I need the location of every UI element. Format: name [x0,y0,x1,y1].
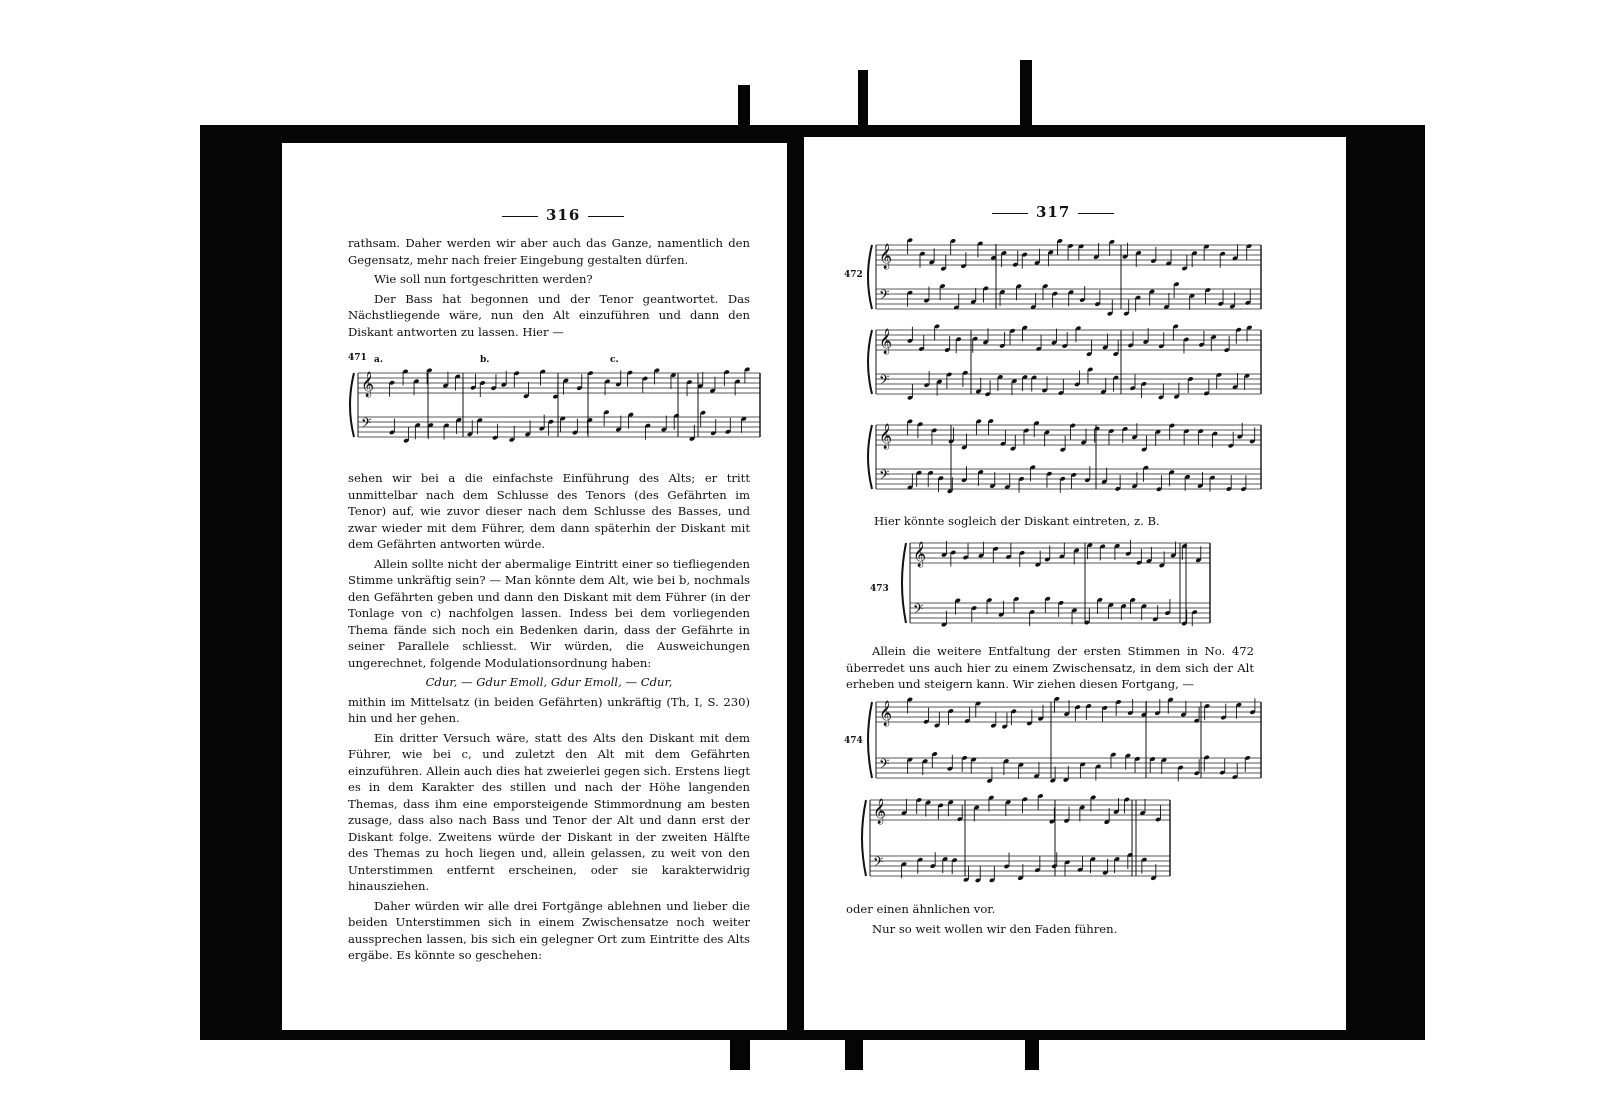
page-number: 316 [494,206,632,224]
example-number: 473 [870,584,889,594]
paragraph: oder einen ähnlichen vor. [846,902,996,916]
staff-brace [868,245,872,309]
bass-clef-icon: 𝄢 [879,287,890,306]
paragraph: Wie soll nun fortgeschritten werden? [374,272,593,286]
page-number: 317 [984,203,1122,221]
music-example-474-system-1 [862,694,1252,786]
staff-brace [868,330,872,394]
paragraph: Hier könnte sogleich der Diskant eintreten, z. B. [874,514,1160,528]
paragraph: Daher würden wir alle drei Fortgänge ablehnen und lieber die beiden Unterstimmen sich in einem Zwischensatze noch weiter aussprechen lassen, bis sich ein gelegner Ort zum Eintritte des Alts ergäbe. Es könnte so geschehen: [348,898,750,962]
bass-clef-icon: 𝄢 [879,756,890,775]
treble-clef-icon: 𝄞 [879,701,893,726]
staff-brace [902,543,906,623]
music-example-472-system-2 [862,322,1252,402]
paragraph: Allein sollte nicht der abermalige Eintritt einer so tiefliegenden Stimme unkräftig sein? — Man könnte dem Alt, wie bei b, nochmals den Gefährten geben und dann den Diskant mit dem Führer (in der Tonlage von c) nachfolgen lassen. Indess bei dem vorliegenden Thema fände sich noch ein Bedenken darin, dass der Gefährte in seiner Parallele schliesst. Wir würden, die Ausweichungen ungerechnet, folgende Modulationsordnung haben: [348,556,750,670]
modulation-order: Cdur, — Gdur Emoll, Gdur Emoll, — Cdur, [425,675,673,689]
bass-clef-icon: 𝄢 [873,854,884,873]
paragraph: Allein die weitere Entfaltung der ersten Stimmen in No. 472 überredet uns auch hier zu einem Zwischensatz, in dem sich der Alt erheben und steigern kann. Wir ziehen diesen Fortgang, — [846,644,1254,691]
music-example-471 [344,365,754,445]
example-number: 474 [844,736,863,746]
paragraph: Der Bass hat begonnen und der Tenor geantwortet. Das Nächstliegende wäre, nun den Alt einzuführen und dann den Diskant antworten zu lassen. Hier — [348,291,750,339]
paragraph: sehen wir bei a die einfachste Einführung des Alts; er tritt unmittelbar nach dem Schlusse des Tenors (des Gefährten im Tenor) auf, wie zuvor dieser nach dem Schlusse des Basses, und zwar wieder mit dem Führer, dem dann späterhin der Diskant mit dem Gefährten antworten würde. [348,471,750,551]
music-example-474-system-2 [856,792,1166,884]
page-marker-tab [1025,1030,1039,1070]
paragraph: mithin im Mittelsatz (in beiden Gefährten) unkräftig (Th, I, S. 230) hin und her gehen. [348,694,750,725]
bass-clef-icon: 𝄢 [913,601,924,620]
bass-clef-icon: 𝄢 [361,415,372,434]
bass-clef-icon: 𝄢 [879,372,890,391]
staff-brace [862,800,866,876]
text-block-end [846,901,1254,940]
text-block-top [348,235,750,343]
music-example-473 [896,535,1206,631]
example-number: 471 [348,353,367,363]
example-label-b: b. [480,355,490,365]
example-number: 472 [844,270,863,280]
text-block-middle [846,643,1254,696]
text-line [874,513,1294,533]
example-label-c: c. [610,355,619,365]
page-marker-tab [845,1030,863,1070]
left-page [282,143,787,1030]
text-block-bottom [348,470,750,967]
treble-clef-icon: 𝄞 [913,542,927,567]
treble-clef-icon: 𝄞 [873,799,887,824]
page-marker-tab [738,85,750,135]
staff-brace [868,702,872,778]
music-example-472-system-1 [862,237,1252,317]
paragraph: rathsam. Daher werden wir aber auch das Ganze, namentlich den Gegensatz, mehr nach freier Eingebung gestalten dürfen. [348,236,750,267]
paragraph: Ein dritter Versuch wäre, statt des Alts den Diskant mit dem Führer, wie bei c, und zuletzt den Alt mit dem Gefährten einzuführen. Allein auch dies hat zweierlei gegen sich. Erstens liegt es in dem Karakter des stillen und nach der Höhe langenden Themas, dass ihm eine emporsteigende Stimmordnung am besten zusage, dass also nach Bass und Tenor der Alt und dann erst der Diskant folge. Zweitens würde der Diskant in der zweiten Hälfte des Themas zu hoch liegen und, allein gelassen, zu weit von den Unterstimmen entfernt erscheinen, oder sie karakterwidrig hinausziehen. [348,730,750,893]
treble-clef-icon: 𝄞 [879,244,893,269]
staff-brace [868,425,872,489]
treble-clef-icon: 𝄞 [361,372,375,397]
page-marker-tab [858,70,868,135]
right-page [804,137,1346,1030]
treble-clef-icon: 𝄞 [879,424,893,449]
page-marker-tab [730,1030,750,1070]
page-marker-tab [1020,60,1032,135]
bass-clef-icon: 𝄢 [879,467,890,486]
treble-clef-icon: 𝄞 [879,329,893,354]
paragraph: Nur so weit wollen wir den Faden führen. [872,921,1118,936]
staff-brace [350,373,354,437]
music-example-472-system-3 [862,417,1252,497]
example-label-a: a. [374,355,383,365]
